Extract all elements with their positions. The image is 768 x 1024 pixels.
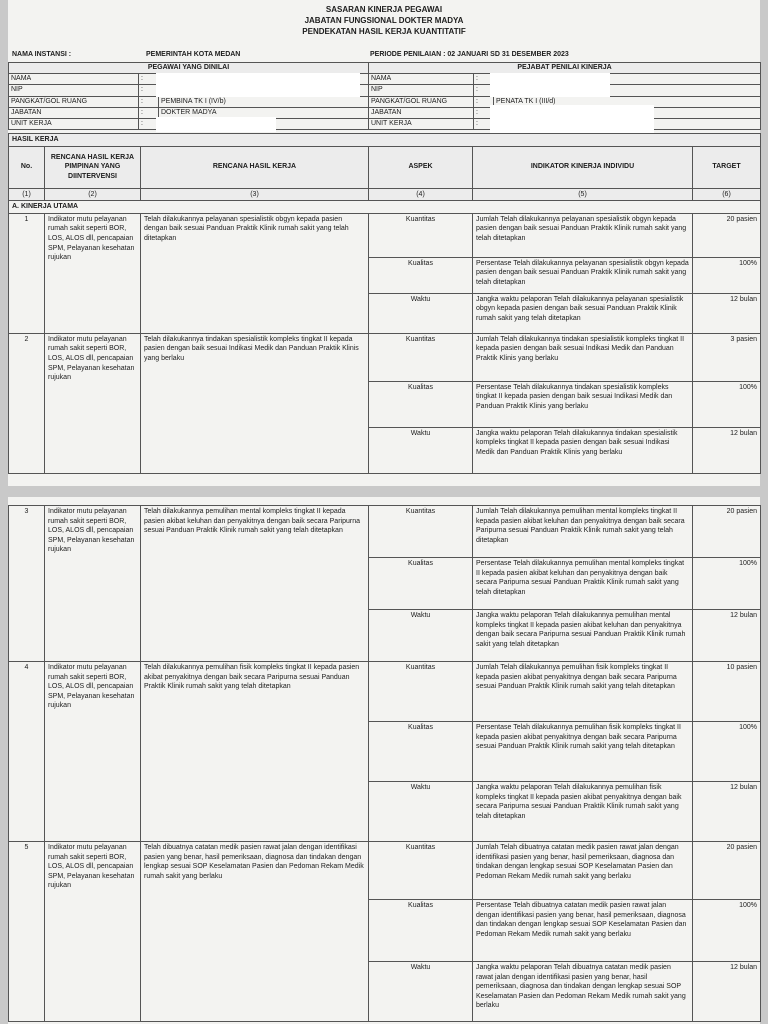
pegawai-sep: :: [139, 118, 159, 129]
table-row: [9, 506, 761, 558]
item-target: 10 pasien: [693, 662, 761, 722]
item-target: 12 bulan: [693, 782, 761, 842]
item-aspek: Waktu: [369, 782, 473, 842]
item-rencana: Telah dilakukannya pemulihan fisik kompleks tingkat II kepada pasien akibat penyakitnya dengan baik secara Paripurna sesuai Panduan Praktik Klinik rumah sakit yang telah ditetapkan: [141, 662, 369, 842]
item-indikator: Jangka waktu pelaporan Telah dilakukannya pemulihan mental kompleks tingkat II kepada pasien akibat keluhan dan penyakitnya dengan baik secara Paripurna sesuai Panduan Praktik Klinik rumah sakit yang telah ditetapkan: [473, 610, 693, 662]
pegawai-label-unit: UNIT KERJA: [9, 118, 139, 129]
table-row: [9, 333, 761, 381]
item-indikator: Persentase Telah dilakukannya tindakan spesialistik kompleks tingkat II kepada pasien dengan baik sesuai Indikasi Medik dan Panduan Praktik Klinis yang berlaku: [473, 381, 693, 427]
item-target: 100%: [693, 558, 761, 610]
pegawai-sep: :: [139, 107, 159, 118]
col-header-target: TARGET: [693, 146, 761, 188]
pegawai-label-nip: NIP: [9, 85, 139, 96]
item-target: 12 bulan: [693, 293, 761, 333]
document-title: [8, 4, 760, 37]
hasil-kerja-title: HASIL KERJA: [9, 134, 761, 147]
periode-penilaian: PERIODE PENILAIAN : 02 JANUARI SD 31 DESEMBER 2023: [370, 51, 569, 58]
penilai-sep: :: [474, 118, 494, 129]
item-indikator: Jumlah Telah dilakukannya pelayanan spesialistik obgyn kepada pasien dengan baik sesuai Panduan Praktik Klinik rumah sakit yang telah ditetapkan: [473, 213, 693, 257]
item-no: 2: [9, 333, 45, 473]
col-number: (3): [141, 188, 369, 201]
item-indikator: Jumlah Telah dilakukannya pemulihan fisik kompleks tingkat II kepada pasien akibat penyakitnya dengan baik secara Paripurna sesuai Panduan Praktik Klinik rumah sakit yang telah ditetapkan: [473, 662, 693, 722]
title-line-3: PENDEKATAN HASIL KERJA KUANTITATIF: [302, 27, 466, 36]
item-aspek: Kualitas: [369, 381, 473, 427]
section-kinerja-utama: A. KINERJA UTAMA: [9, 201, 761, 214]
penilai-sep: :: [474, 107, 494, 118]
item-aspek: Kualitas: [369, 900, 473, 962]
item-pimpinan: Indikator mutu pelayanan rumah sakit seperti BOR, LOS, ALOS dll, pencapaian SPM, Pelayanan kesehatan rujukan: [45, 333, 141, 473]
table-row: [9, 213, 761, 257]
item-no: 3: [9, 506, 45, 662]
penilai-sep: :: [474, 85, 494, 96]
item-pimpinan: Indikator mutu pelayanan rumah sakit seperti BOR, LOS, ALOS dll, pencapaian SPM, Pelayanan kesehatan rujukan: [45, 662, 141, 842]
penilai-label-unit: UNIT KERJA: [369, 118, 474, 129]
item-pimpinan: Indikator mutu pelayanan rumah sakit seperti BOR, LOS, ALOS dll, pencapaian SPM, Pelayanan kesehatan rujukan: [45, 506, 141, 662]
penilai-sep: :: [474, 74, 494, 85]
item-pimpinan: Indikator mutu pelayanan rumah sakit seperti BOR, LOS, ALOS dll, pencapaian SPM, Pelayanan kesehatan rujukan: [45, 842, 141, 1022]
table-row: [9, 842, 761, 900]
penilai-sep: :: [474, 96, 494, 107]
pegawai-label-nama: NAMA: [9, 74, 139, 85]
item-aspek: Kuantitas: [369, 662, 473, 722]
pegawai-value-jabatan: DOKTER MADYA: [159, 107, 369, 118]
penilai-label-nip: NIP: [369, 85, 474, 96]
item-indikator: Jumlah Telah dibuatnya catatan medik pasien rawat jalan dengan identifikasi pasien yang benar, hasil pemeriksaan, diagnosa dan tindakan dengan lengkap sesuai SOP Keselamatan Pasien dan Pedoman Rekam Medik rumah sakit yang berlaku: [473, 842, 693, 900]
item-target: 20 pasien: [693, 506, 761, 558]
col-number: (2): [45, 188, 141, 201]
item-indikator: Jangka waktu pelaporan Telah dilakukannya pelayanan spesialistik obgyn kepada pasien dengan baik sesuai Panduan Praktik Klinik rumah sakit yang telah ditetapkan: [473, 293, 693, 333]
item-aspek: Waktu: [369, 293, 473, 333]
item-indikator: Jangka waktu pelaporan Telah dibuatnya catatan medik pasien rawat jalan dengan identifikasi pasien yang benar, hasil pemeriksaan, diagnosa dan tindakan dengan lengkap sesuai SOP Keselamatan Pasien dan Pedoman Rekam Medik rumah sakit yang berlaku: [473, 962, 693, 1022]
col-header-rencana: RENCANA HASIL KERJA: [141, 146, 369, 188]
item-aspek: Waktu: [369, 610, 473, 662]
document-page-1: [8, 0, 760, 486]
pegawai-sep: :: [139, 96, 159, 107]
item-no: 1: [9, 213, 45, 333]
instansi-value: PEMERINTAH KOTA MEDAN: [146, 51, 241, 58]
penilai-label-pangkat: PANGKAT/GOL RUANG: [369, 96, 474, 107]
hasil-kerja-table: [8, 133, 761, 474]
col-header-pimpinan: RENCANA HASIL KERJA PIMPINAN YANG DIINTERVENSI: [45, 146, 141, 188]
item-indikator: Jangka waktu pelaporan Telah dilakukannya tindakan spesialistik kompleks tingkat II kepada pasien dengan baik sesuai Indikasi Medik dan Panduan Praktik Klinis yang berlaku: [473, 427, 693, 473]
penilai-section-title: PEJABAT PENILAI KINERJA: [369, 63, 761, 74]
item-no: 4: [9, 662, 45, 842]
pegawai-value-pangkat: PEMBINA TK I (IV/b): [159, 96, 369, 107]
item-aspek: Kuantitas: [369, 842, 473, 900]
redaction-box: [490, 73, 610, 97]
redaction-box: [156, 117, 276, 132]
item-aspek: Kualitas: [369, 257, 473, 293]
pegawai-label-pangkat: PANGKAT/GOL RUANG: [9, 96, 139, 107]
item-indikator: Jumlah Telah dilakukannya tindakan spesialistik kompleks tingkat II kepada pasien dengan baik sesuai Indikasi Medik dan Panduan Praktik Klinis yang berlaku: [473, 333, 693, 381]
col-header-aspek: ASPEK: [369, 146, 473, 188]
item-rencana: Telah dilakukannya pelayanan spesialistik obgyn kepada pasien dengan baik sesuai Panduan Praktik Klinik rumah sakit yang telah ditetapkan: [141, 213, 369, 333]
col-header-indikator: INDIKATOR KINERJA INDIVIDU: [473, 146, 693, 188]
penilai-label-nama: NAMA: [369, 74, 474, 85]
item-aspek: Waktu: [369, 427, 473, 473]
pegawai-section-title: PEGAWAI YANG DINILAI: [9, 63, 369, 74]
item-target: 12 bulan: [693, 962, 761, 1022]
redaction-box: [156, 73, 360, 97]
item-indikator: Persentase Telah dibuatnya catatan medik pasien rawat jalan dengan identifikasi pasien yang benar, hasil pemeriksaan, diagnosa dan tindakan dengan lengkap sesuai SOP Keselamatan Pasien dan Pedoman Rekam Medik rumah sakit yang berlaku: [473, 900, 693, 962]
item-target: 20 pasien: [693, 213, 761, 257]
title-line-1: SASARAN KINERJA PEGAWAI: [325, 5, 443, 14]
item-target: 3 pasien: [693, 333, 761, 381]
item-indikator: Jumlah Telah dilakukannya pemulihan mental kompleks tingkat II kepada pasien akibat keluhan dan penyakitnya dengan baik secara Paripurna sesuai Panduan Praktik Klinik rumah sakit yang telah ditetapkan: [473, 506, 693, 558]
item-rencana: Telah dilakukannya pemulihan mental kompleks tingkat II kepada pasien akibat keluhan dan penyakitnya dengan baik secara Paripurna sesuai Panduan Praktik Klinik rumah sakit yang telah ditetapkan: [141, 506, 369, 662]
item-indikator: Jangka waktu pelaporan Telah dilakukannya pemulihan fisik kompleks tingkat II kepada pasien akibat penyakitnya dengan baik secara Paripurna sesuai Panduan Praktik Klinik rumah sakit yang telah ditetapkan: [473, 782, 693, 842]
instansi-label: NAMA INSTANSI :: [12, 51, 72, 58]
col-number: (1): [9, 188, 45, 201]
penilai-label-jabatan: JABATAN: [369, 107, 474, 118]
document-page-2: [8, 497, 760, 1024]
item-pimpinan: Indikator mutu pelayanan rumah sakit seperti BOR, LOS, ALOS dll, pencapaian SPM, Pelayanan kesehatan rujukan: [45, 213, 141, 333]
item-rencana: Telah dibuatnya catatan medik pasien rawat jalan dengan identifikasi pasien yang benar, hasil pemeriksaan, diagnosa dan tindakan dengan lengkap sesuai SOP Keselamatan Pasien dan Pedoman Rekam Medik rumah sakit yang berlaku: [141, 842, 369, 1022]
col-number: (6): [693, 188, 761, 201]
item-target: 20 pasien: [693, 842, 761, 900]
item-no: 5: [9, 842, 45, 1022]
col-number: (5): [473, 188, 693, 201]
item-aspek: Waktu: [369, 962, 473, 1022]
col-number: (4): [369, 188, 473, 201]
item-aspek: Kualitas: [369, 558, 473, 610]
col-header-no: No.: [9, 146, 45, 188]
item-target: 100%: [693, 722, 761, 782]
redaction-box: [490, 105, 654, 133]
pegawai-sep: :: [139, 85, 159, 96]
item-target: 12 bulan: [693, 427, 761, 473]
item-indikator: Persentase Telah dilakukannya pelayanan spesialistik obgyn kepada pasien dengan baik sesuai Panduan Praktik Klinik rumah sakit yang telah ditetapkan: [473, 257, 693, 293]
pegawai-sep: :: [139, 74, 159, 85]
pegawai-label-jabatan: JABATAN: [9, 107, 139, 118]
item-target: 100%: [693, 900, 761, 962]
item-aspek: Kualitas: [369, 722, 473, 782]
item-aspek: Kuantitas: [369, 213, 473, 257]
item-indikator: Persentase Telah dilakukannya pemulihan fisik kompleks tingkat II kepada pasien akibat penyakitnya dengan baik secara Paripurna sesuai Panduan Praktik Klinik rumah sakit yang telah ditetapkan: [473, 722, 693, 782]
item-target: 100%: [693, 257, 761, 293]
item-indikator: Persentase Telah dilakukannya pemulihan mental kompleks tingkat II kepada pasien akibat keluhan dan penyakitnya dengan baik secara Paripurna sesuai Panduan Praktik Klinik rumah sakit yang telah ditetapkan: [473, 558, 693, 610]
item-target: 12 bulan: [693, 610, 761, 662]
item-aspek: Kuantitas: [369, 506, 473, 558]
item-aspek: Kuantitas: [369, 333, 473, 381]
penilai-value-pangkat: PENATA TK I (III/d): [494, 96, 761, 107]
item-target: 100%: [693, 381, 761, 427]
table-row: [9, 662, 761, 722]
title-line-2: JABATAN FUNGSIONAL DOKTER MADYA: [304, 16, 464, 25]
item-rencana: Telah dilakukannya tindakan spesialistik kompleks tingkat II kepada pasien dengan baik sesuai Indikasi Medik dan Panduan Praktik Klinis yang berlaku: [141, 333, 369, 473]
hasil-kerja-table-continued: [8, 505, 761, 1022]
